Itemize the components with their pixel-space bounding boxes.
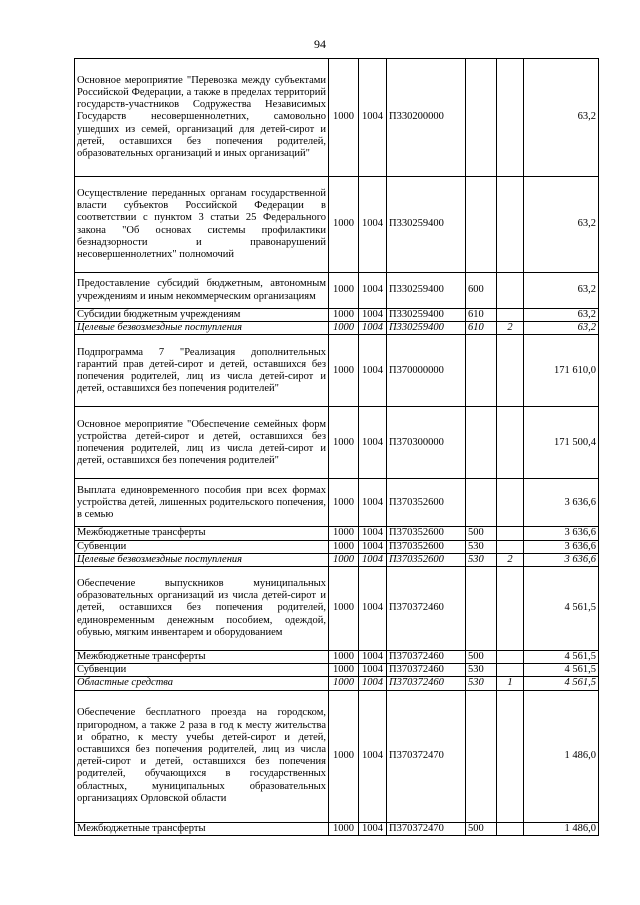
- target-article-cell: П370352600: [387, 540, 466, 553]
- subsection-code-cell: 1004: [359, 651, 387, 664]
- section-code-cell: 1000: [329, 322, 359, 335]
- row-name-cell: Межбюджетные трансферты: [75, 527, 329, 540]
- subsection-code-cell: 1004: [359, 527, 387, 540]
- section-code-cell: 1000: [329, 527, 359, 540]
- amount-cell: 63,2: [524, 273, 599, 309]
- table-row: [75, 273, 599, 309]
- expense-type-cell: [466, 479, 497, 527]
- budget-table: [74, 58, 599, 836]
- row-name-cell: Областные средства: [75, 677, 329, 690]
- section-code-cell: 1000: [329, 690, 359, 822]
- funding-source-cell: [497, 273, 524, 309]
- row-name-cell: Целевые безвозмездные поступления: [75, 553, 329, 566]
- table-row: [75, 309, 599, 322]
- amount-cell: 3 636,6: [524, 553, 599, 566]
- subsection-code-cell: 1004: [359, 322, 387, 335]
- funding-source-cell: [497, 540, 524, 553]
- row-name-cell: Основное мероприятие "Обеспечение семейных форм устройства детей-сирот и детей, оставшихся без попечения родителей, лиц из числа детей-сирот и детей, оставшихся без попечения родителей": [75, 407, 329, 479]
- funding-source-cell: [497, 567, 524, 651]
- table-row: [75, 651, 599, 664]
- amount-cell: 3 636,6: [524, 479, 599, 527]
- subsection-code-cell: 1004: [359, 335, 387, 407]
- target-article-cell: П370000000: [387, 335, 466, 407]
- table-row: [75, 59, 599, 177]
- target-article-cell: П370300000: [387, 407, 466, 479]
- target-article-cell: П330200000: [387, 59, 466, 177]
- expense-type-cell: [466, 59, 497, 177]
- expense-type-cell: [466, 567, 497, 651]
- row-name-cell: Субвенции: [75, 540, 329, 553]
- amount-cell: 63,2: [524, 309, 599, 322]
- subsection-code-cell: 1004: [359, 479, 387, 527]
- target-article-cell: П370372470: [387, 822, 466, 835]
- table-row: [75, 677, 599, 690]
- section-code-cell: 1000: [329, 335, 359, 407]
- target-article-cell: П330259400: [387, 273, 466, 309]
- target-article-cell: П370372460: [387, 651, 466, 664]
- funding-source-cell: [497, 335, 524, 407]
- subsection-code-cell: 1004: [359, 59, 387, 177]
- row-name-cell: Целевые безвозмездные поступления: [75, 322, 329, 335]
- table-body: [75, 59, 599, 836]
- table-row: [75, 567, 599, 651]
- funding-source-cell: [497, 59, 524, 177]
- subsection-code-cell: 1004: [359, 407, 387, 479]
- table-row: [75, 322, 599, 335]
- expense-type-cell: [466, 335, 497, 407]
- section-code-cell: 1000: [329, 822, 359, 835]
- target-article-cell: П370372460: [387, 567, 466, 651]
- target-article-cell: П370352600: [387, 553, 466, 566]
- expense-type-cell: 500: [466, 651, 497, 664]
- subsection-code-cell: 1004: [359, 664, 387, 677]
- section-code-cell: 1000: [329, 540, 359, 553]
- amount-cell: 3 636,6: [524, 527, 599, 540]
- subsection-code-cell: 1004: [359, 567, 387, 651]
- target-article-cell: П370352600: [387, 479, 466, 527]
- expense-type-cell: 600: [466, 273, 497, 309]
- target-article-cell: П370372460: [387, 664, 466, 677]
- table-row: [75, 690, 599, 822]
- funding-source-cell: [497, 309, 524, 322]
- row-name-cell: Межбюджетные трансферты: [75, 651, 329, 664]
- target-article-cell: П330259400: [387, 177, 466, 273]
- funding-source-cell: [497, 407, 524, 479]
- target-article-cell: П370372460: [387, 677, 466, 690]
- row-name-cell: Обеспечение бесплатного проезда на городском, пригородном, а также 2 раза в год к месту жительства и обратно, к месту учебы детей-сирот и детей, оставшихся без попечения родителей, лиц из числа детей-сирот и детей, оставшихся без попечения родителей, обучающихся в государственных областных, муниципальных образовательных организациях Орловской области: [75, 690, 329, 822]
- target-article-cell: П330259400: [387, 322, 466, 335]
- subsection-code-cell: 1004: [359, 690, 387, 822]
- section-code-cell: 1000: [329, 651, 359, 664]
- funding-source-cell: 2: [497, 322, 524, 335]
- subsection-code-cell: 1004: [359, 177, 387, 273]
- amount-cell: 63,2: [524, 59, 599, 177]
- amount-cell: 3 636,6: [524, 540, 599, 553]
- amount-cell: 4 561,5: [524, 567, 599, 651]
- amount-cell: 4 561,5: [524, 664, 599, 677]
- row-name-cell: Осуществление переданных органам государственной власти субъектов Российской Федерации в соответствии с пунктом 3 статьи 25 Федерального закона "Об основах системы профилактики безнадзорности и правонарушений несовершеннолетних" полномочий: [75, 177, 329, 273]
- amount-cell: 4 561,5: [524, 677, 599, 690]
- funding-source-cell: [497, 177, 524, 273]
- funding-source-cell: [497, 479, 524, 527]
- funding-source-cell: 1: [497, 677, 524, 690]
- row-name-cell: Межбюджетные трансферты: [75, 822, 329, 835]
- section-code-cell: 1000: [329, 177, 359, 273]
- expense-type-cell: 530: [466, 664, 497, 677]
- section-code-cell: 1000: [329, 273, 359, 309]
- row-name-cell: Предоставление субсидий бюджетным, автономным учреждениям и иным некоммерческим организациям: [75, 273, 329, 309]
- subsection-code-cell: 1004: [359, 553, 387, 566]
- table-row: [75, 553, 599, 566]
- expense-type-cell: 530: [466, 677, 497, 690]
- table-row: [75, 540, 599, 553]
- amount-cell: 63,2: [524, 322, 599, 335]
- expense-type-cell: 500: [466, 527, 497, 540]
- row-name-cell: Основное мероприятие "Перевозка между субъектами Российской Федерации, а также в пределах территорий государств-участников Содружества Независимых Государств несовершеннолетних, самовольно ушедших из семей, организаций для детей-сирот и детей, оставшихся без попечения родителей, образовательных организаций и иных организаций": [75, 59, 329, 177]
- row-name-cell: Обеспечение выпускников муниципальных образовательных организаций из числа детей-сирот и детей, оставшихся без попечения родителей, единовременным денежным пособием, одеждой, обувью, мягким инвентарем и оборудованием: [75, 567, 329, 651]
- table-row: [75, 177, 599, 273]
- page-number: 94: [314, 37, 326, 51]
- row-name-cell: Субсидии бюджетным учреждениям: [75, 309, 329, 322]
- table-row: [75, 664, 599, 677]
- funding-source-cell: [497, 822, 524, 835]
- funding-source-cell: [497, 690, 524, 822]
- section-code-cell: 1000: [329, 309, 359, 322]
- amount-cell: 1 486,0: [524, 822, 599, 835]
- section-code-cell: 1000: [329, 677, 359, 690]
- table-row: [75, 407, 599, 479]
- expense-type-cell: [466, 690, 497, 822]
- row-name-cell: Подпрограмма 7 "Реализация дополнительных гарантий прав детей-сирот и детей, оставшихся без попечения родителей, лиц из числа детей-сирот и детей, оставшихся без попечения родителей": [75, 335, 329, 407]
- table-row: [75, 527, 599, 540]
- table-row: [75, 479, 599, 527]
- subsection-code-cell: 1004: [359, 273, 387, 309]
- expense-type-cell: [466, 177, 497, 273]
- funding-source-cell: 2: [497, 553, 524, 566]
- expense-type-cell: 610: [466, 322, 497, 335]
- funding-source-cell: [497, 664, 524, 677]
- table-row: [75, 335, 599, 407]
- section-code-cell: 1000: [329, 59, 359, 177]
- section-code-cell: 1000: [329, 407, 359, 479]
- amount-cell: 1 486,0: [524, 690, 599, 822]
- row-name-cell: Выплата единовременного пособия при всех формах устройства детей, лишенных родительского попечения, в семью: [75, 479, 329, 527]
- target-article-cell: П370352600: [387, 527, 466, 540]
- expense-type-cell: [466, 407, 497, 479]
- subsection-code-cell: 1004: [359, 309, 387, 322]
- row-name-cell: Субвенции: [75, 664, 329, 677]
- target-article-cell: П370372470: [387, 690, 466, 822]
- target-article-cell: П330259400: [387, 309, 466, 322]
- section-code-cell: 1000: [329, 553, 359, 566]
- funding-source-cell: [497, 651, 524, 664]
- amount-cell: 171 610,0: [524, 335, 599, 407]
- section-code-cell: 1000: [329, 567, 359, 651]
- subsection-code-cell: 1004: [359, 822, 387, 835]
- funding-source-cell: [497, 527, 524, 540]
- amount-cell: 63,2: [524, 177, 599, 273]
- expense-type-cell: 610: [466, 309, 497, 322]
- expense-type-cell: 500: [466, 822, 497, 835]
- expense-type-cell: 530: [466, 553, 497, 566]
- amount-cell: 171 500,4: [524, 407, 599, 479]
- amount-cell: 4 561,5: [524, 651, 599, 664]
- section-code-cell: 1000: [329, 479, 359, 527]
- table-row: [75, 822, 599, 835]
- section-code-cell: 1000: [329, 664, 359, 677]
- subsection-code-cell: 1004: [359, 677, 387, 690]
- subsection-code-cell: 1004: [359, 540, 387, 553]
- expense-type-cell: 530: [466, 540, 497, 553]
